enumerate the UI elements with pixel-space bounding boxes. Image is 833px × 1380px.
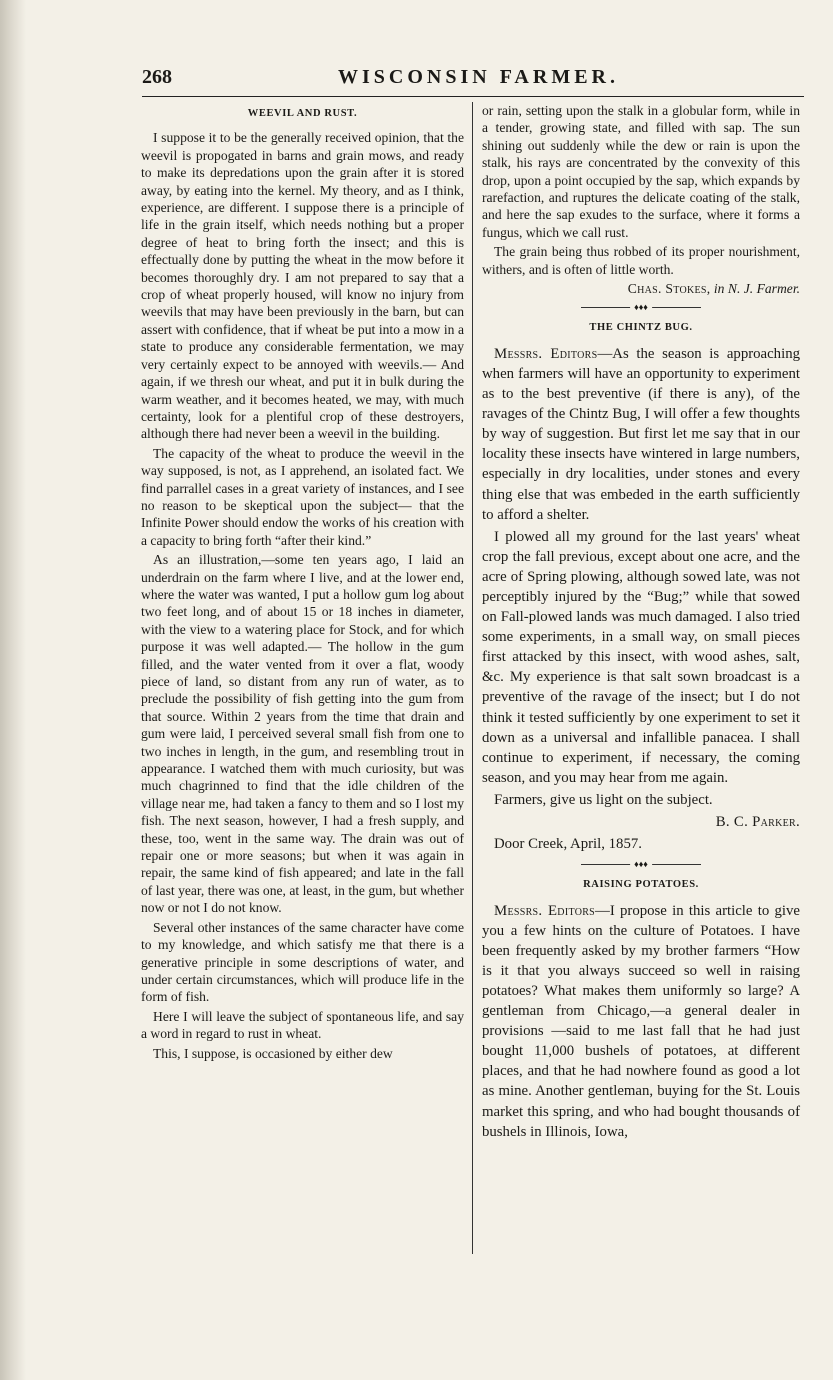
weevil-paragraph: The capacity of the wheat to produce the weevil in the way supposed, is not, as I apprehend, an isolated fact. We find parrallel cases in a great variety of instances, and I see no reason to be skeptical upon the subject— that the Infinite Power should endow the works of his creation with a capacity to bring forth “after their kind.”	[141, 445, 464, 548]
chintz-paragraph-text: —As the season is approaching when farmers will have an opportunity to experiment as to the best preventive (if there is any), of the ravages of the Chintz Bug, I will offer a few thoughts by way of suggestion. But first let me say that in our locality these insects have wintered in large numbers, especially in dry localities, under stones and every thing else that was embeded in the earth sufficiently to afford a shelter.	[482, 345, 800, 523]
potatoes-article-title: RAISING POTATOES.	[583, 879, 699, 891]
article-separator	[581, 303, 701, 311]
weevil-paragraph: Here I will leave the subject of spontaneous life, and say a word in regard to rust in wheat.	[141, 1008, 464, 1042]
chintz-signature: B. C. Parker.	[715, 814, 800, 831]
weevil-paragraph: As an illustration,—some ten years ago, I laid an underdrain on the farm where I live, and at the lower end, where the water was wanted, I put a hollow gum log about two feet long, and of about 15 or 18 inches in diameter, with the view to a watering place for Stock, and for which purpose it was well adapted.— The hollow in the gum filled, and the water vented from it over a flat, woody piece of land, so distant from any run of water, as to preclude the possibility of fish getting into the gum from that source. Within 2 years from the time that drain and gum were laid, I perceived several small fish from one to two inches in length, in the gum, and resembling trout in appearance. I watched them with much curiosity, but was much chagrinned to find that the idle children of the village near me, had taken a fancy to them and so I lost my fish. The next season, however, I had a fresh supply, and these, too, went in the same way. The drain was out of repair one or more seasons; but when it was again in repair, the same kind of fish appeared; and late in the fall of last year, there was one, at least, in the gum, but whether now or not I do not know.	[141, 552, 464, 916]
page-header	[142, 66, 802, 94]
chintz-article-body	[482, 344, 800, 854]
weevil-paragraph: This, I suppose, is occasioned by either dew	[153, 1045, 393, 1061]
signature-source: in N. J. Farmer.	[713, 281, 800, 297]
left-column	[141, 102, 464, 1064]
potatoes-paragraph	[482, 901, 800, 1142]
weevil-paragraph: I suppose it to be the generally received opinion, that the weevil is propogated in barns and grain mows, and ready to make its depredations upon the grain after it is stored away, by eating into the kernel. My theory, and as I think, experience, are different. I suppose there is a principle of life in the grain itself, which needs nothing but a proper degree of heat to bring forth the insect; and this is effectually done by putting the wheat in the mow before it becomes thoroughly dry. I am not prepared to say that a crop of wheat properly housed, will know no injury from weevils that may have been previously in the barn, but can assert with confidence, that if wheat be put into a mow in a state to produce any considerable fermentation, we may very certainly expect to be annoyed with weevils.— And again, if we thresh our wheat, and put it in bulk during the warm weather, and it becomes heated, we may, with much certainty, look for a plentiful crop of these destroyers, although there had never been a weevil in the building.	[141, 130, 464, 442]
signature-name: Chas. Stokes,	[627, 281, 711, 297]
chintz-article-title: THE CHINTZ BUG.	[589, 322, 693, 334]
separator-ornament: ♦♦♦	[630, 301, 652, 313]
binding-shadow	[0, 0, 26, 1380]
weevil-paragraph: Several other instances of the same character have come to my knowledge, and which satisfy me that there is a generative principle in some descriptions of water, and under certain circumstances, which will produce life in the form of fish.	[141, 919, 464, 1005]
weevil-continuation: The grain being thus robbed of its proper nourishment, withers, and is often of little worth.	[482, 244, 800, 277]
right-column	[482, 102, 800, 1144]
chintz-paragraph: I plowed all my ground for the last years' wheat crop the fall previous, except about one acre, and the acre of Spring plowing, although sowed late, was not perceptibly injured by the “Bug;” while that sowed on Fall-plowed lands was much damaged. I also tried some experiments, in a small way, on small pieces first attacked by this insect, with wood ashes, salt, &c. My experience is that salt sown broadcast is a preventive of the ravage of the insect; but I do not think it tested sufficiently by one experiment to set it down as a universal and infallible panacea. I shall continue to experiment, if necessary, the coming season, and you may hear from me again.	[482, 528, 800, 786]
separator-ornament: ♦♦♦	[630, 858, 652, 870]
column-rule	[472, 102, 473, 1254]
weevil-signature	[482, 280, 800, 297]
chintz-salutation: Messrs. Editors	[494, 345, 598, 362]
chintz-paragraph	[482, 344, 800, 525]
chintz-dateline: Door Creek, April, 1857.	[494, 836, 642, 853]
potatoes-paragraph-text: —I propose in this article to give you a few hints on the culture of Potatoes. I have been frequently asked by my brother farmers “How is it that you always succeed so well in raising potatoes? What makes them uniformly so large? A gentleman from Chicago,—a general dealer in provisions —said to me last fall that he had just bought 11,000 bushels of potatoes, at different places, and that he had nowhere found as good a lot as mine. Another gentleman, buying for the St. Louis market this spring, and who had bought thousands of bushels in Illinois, Iowa,	[482, 902, 800, 1140]
header-rule	[142, 96, 804, 97]
page-number: 268	[142, 66, 172, 88]
potatoes-article-body	[482, 901, 800, 1142]
potatoes-salutation: Messrs. Editors	[494, 902, 596, 919]
weevil-article-title: WEEVIL AND RUST.	[247, 108, 358, 119]
running-title: WISCONSIN FARMER.	[338, 66, 619, 88]
chintz-paragraph: Farmers, give us light on the subject.	[494, 791, 713, 808]
weevil-continuation: or rain, setting upon the stalk in a globular form, while in a tender, growing state, and filled with sap. The sun shining out suddenly while the dew or rain is upon the stalk, his rays are concentrated by the convexity of this drop, upon a point occupied by the sap, which expands by rarefaction, and ruptures the delicate coating of the stalk, and here the sap exudes to the surface, where it forms a fungus, which we call rust.	[482, 103, 800, 240]
article-separator	[581, 860, 701, 868]
